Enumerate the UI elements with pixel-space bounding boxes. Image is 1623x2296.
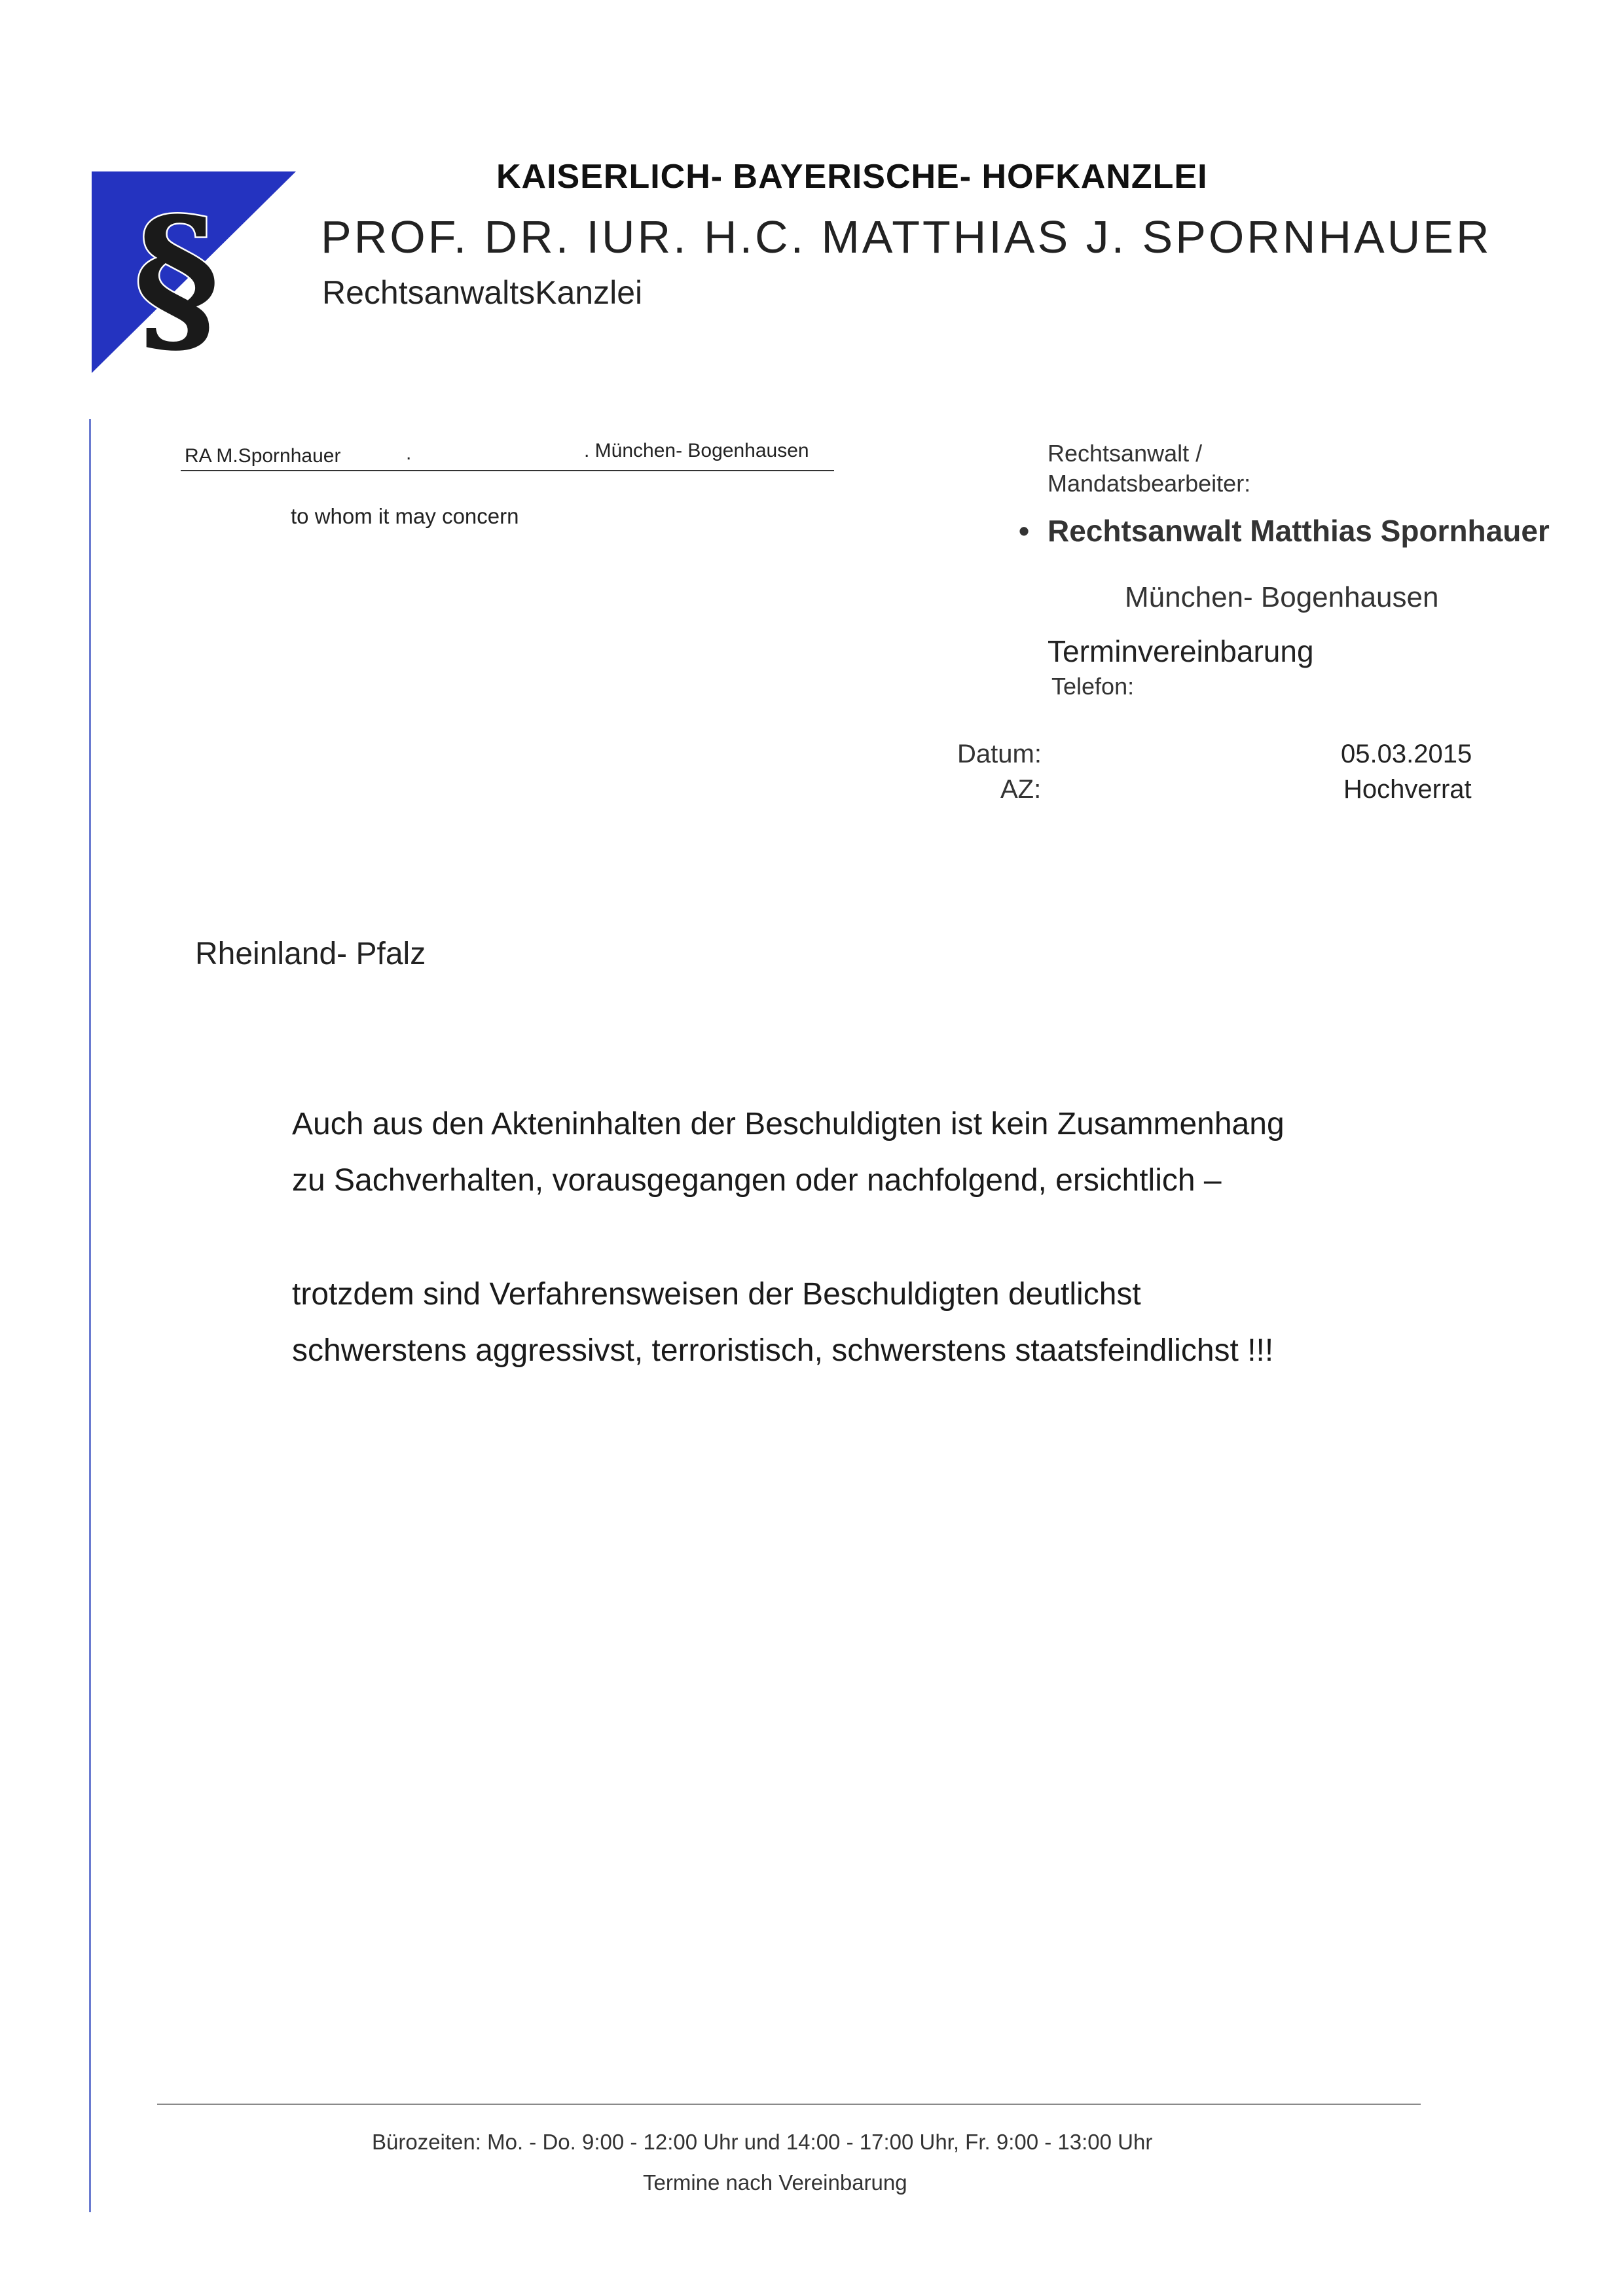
body-line: zu Sachverhalten, vorausgegangen oder nachfolgend, ersichtlich – bbox=[292, 1163, 1222, 1198]
office-title: KAISERLICH- BAYERISCHE- HOFKANZLEI bbox=[496, 158, 1208, 196]
appointment-heading: Terminvereinbarung bbox=[1048, 634, 1314, 668]
responsible-label-line1: Rechtsanwalt / bbox=[1048, 440, 1203, 467]
sender-city: . München- Bogenhausen bbox=[584, 440, 809, 461]
addressee: Rheinland- Pfalz bbox=[195, 937, 426, 971]
footer-divider bbox=[157, 2104, 1421, 2105]
body-line: schwerstens aggressivst, terroristisch, schwerstens staatsfeindlichst !!! bbox=[292, 1333, 1274, 1368]
date-label: Datum: bbox=[957, 740, 1042, 768]
appointment-note: Termine nach Vereinbarung bbox=[643, 2170, 907, 2195]
left-margin-rule bbox=[89, 419, 91, 2212]
lawyer-full-name: PROF. DR. IUR. H.C. MATTHIAS J. SPORNHAUER bbox=[321, 211, 1492, 262]
paragraph-section-sign-icon bbox=[92, 171, 296, 373]
sender-separator: . bbox=[406, 442, 412, 464]
date-value: 05.03.2015 bbox=[1341, 740, 1472, 768]
body-line: trotzdem sind Verfahrensweisen der Beschuldigten deutlichst bbox=[292, 1277, 1141, 1312]
sender-name: RA M.Spornhauer bbox=[185, 445, 341, 467]
responsible-city: München- Bogenhausen bbox=[1125, 581, 1439, 613]
bullet-icon: • bbox=[1019, 514, 1030, 548]
responsible-lawyer: Rechtsanwalt Matthias Spornhauer bbox=[1048, 514, 1550, 548]
reference-label: AZ: bbox=[1000, 775, 1042, 804]
sender-underline bbox=[181, 470, 834, 471]
phone-label: Telefon: bbox=[1051, 673, 1135, 700]
body-line: Auch aus den Akteninhalten der Beschuldigten ist kein Zusammenhang bbox=[292, 1107, 1285, 1141]
responsible-label-line2: Mandatsbearbeiter: bbox=[1048, 470, 1251, 497]
reference-value: Hochverrat bbox=[1343, 775, 1472, 804]
firm-subtitle: RechtsanwaltsKanzlei bbox=[322, 274, 643, 311]
recipient: to whom it may concern bbox=[291, 504, 519, 528]
svg-text:§: § bbox=[134, 181, 220, 373]
office-hours: Bürozeiten: Mo. - Do. 9:00 - 12:00 Uhr und 14:00 - 17:00 Uhr, Fr. 9:00 - 13:00 Uhr bbox=[372, 2130, 1153, 2154]
